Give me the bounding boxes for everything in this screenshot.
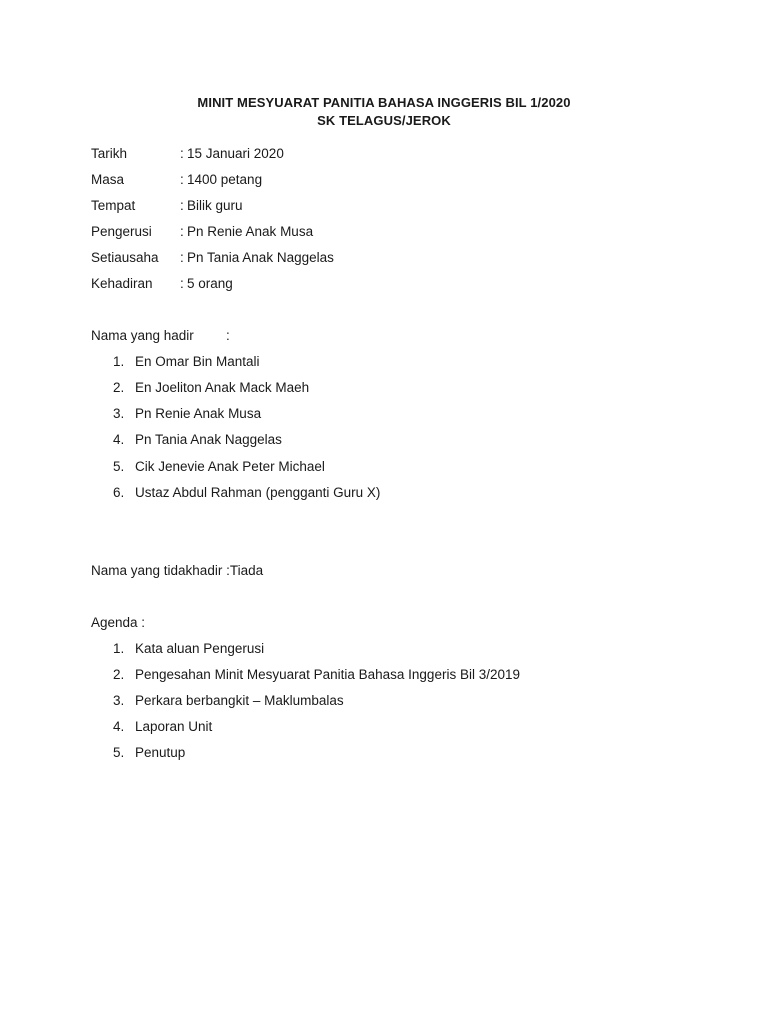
list-number: 4. bbox=[113, 719, 125, 734]
list-number: 2. bbox=[113, 667, 125, 682]
document-subtitle: SK TELAGUS/JEROK bbox=[317, 113, 451, 128]
attendee-name: Cik Jenevie Anak Peter Michael bbox=[135, 459, 325, 474]
agenda-text: Perkara berbangkit – Maklumbalas bbox=[135, 693, 344, 708]
absent-line: Nama yang tidakhadir :Tiada bbox=[91, 563, 264, 578]
info-colon: : bbox=[180, 146, 184, 161]
info-key: Kehadiran bbox=[91, 276, 153, 291]
list-number: 6. bbox=[113, 485, 125, 500]
list-number: 5. bbox=[113, 459, 125, 474]
info-value: Bilik guru bbox=[187, 198, 243, 213]
attendees-colon: : bbox=[226, 328, 230, 343]
info-colon: : bbox=[180, 172, 184, 187]
info-value: Pn Renie Anak Musa bbox=[187, 224, 314, 239]
info-colon: : bbox=[180, 250, 184, 265]
attendee-name: En Omar Bin Mantali bbox=[135, 354, 260, 369]
agenda-text: Penutup bbox=[135, 745, 186, 760]
list-number: 3. bbox=[113, 406, 125, 421]
info-value: 15 Januari 2020 bbox=[187, 146, 284, 161]
info-key: Tarikh bbox=[91, 146, 128, 161]
list-number: 1. bbox=[113, 641, 125, 656]
attendee-name: Ustaz Abdul Rahman (pengganti Guru X) bbox=[135, 485, 381, 500]
attendee-name: Pn Tania Anak Naggelas bbox=[135, 432, 282, 447]
agenda-heading: Agenda : bbox=[91, 615, 146, 630]
agenda-text: Laporan Unit bbox=[135, 719, 213, 734]
info-value: 5 orang bbox=[187, 276, 233, 291]
info-value: Pn Tania Anak Naggelas bbox=[187, 250, 334, 265]
list-number: 5. bbox=[113, 745, 125, 760]
document-title: MINIT MESYUARAT PANITIA BAHASA INGGERIS BIL 1/2020 bbox=[197, 95, 571, 110]
attendees-label: Nama yang hadir bbox=[91, 328, 194, 343]
attendees-heading bbox=[91, 327, 230, 345]
list-number: 4. bbox=[113, 432, 125, 447]
info-key: Masa bbox=[91, 172, 125, 187]
agenda-text: Pengesahan Minit Mesyuarat Panitia Bahasa Inggeris Bil 3/2019 bbox=[135, 667, 520, 682]
info-value: 1400 petang bbox=[187, 172, 263, 187]
info-key: Setiausaha bbox=[91, 250, 159, 265]
info-colon: : bbox=[180, 224, 184, 239]
list-number: 1. bbox=[113, 354, 125, 369]
attendee-name: Pn Renie Anak Musa bbox=[135, 406, 262, 421]
info-key: Tempat bbox=[91, 198, 136, 213]
list-number: 2. bbox=[113, 380, 125, 395]
info-key: Pengerusi bbox=[91, 224, 152, 239]
attendee-name: En Joeliton Anak Mack Maeh bbox=[135, 380, 310, 395]
list-number: 3. bbox=[113, 693, 125, 708]
info-colon: : bbox=[180, 276, 184, 291]
agenda-text: Kata aluan Pengerusi bbox=[135, 641, 265, 656]
info-colon: : bbox=[180, 198, 184, 213]
